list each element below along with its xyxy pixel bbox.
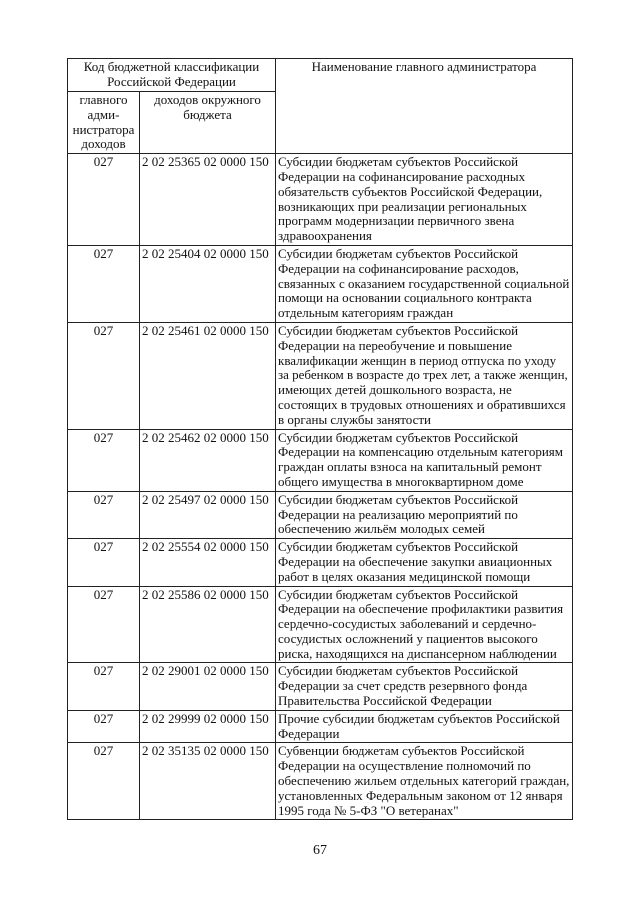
revenue-name-cell: Субсидии бюджетам субъектов Российской Федерации на переобучение и повышение квалификации женщин в период отпуска по уходу за ребенком в возрасте до трех лет, а также женщин, имеющих детей дошкольного возраста, не состоящих в трудовых отношениях и обратившихся в органы службы занятости: [276, 322, 573, 429]
admin-code-cell: 027: [68, 429, 140, 491]
table-row: [68, 491, 573, 538]
revenue-name-cell: Субвенции бюджетам субъектов Российской Федерации на осуществление полномочий по обеспечению жильем отдельных категорий граждан, установленных Федеральным законом от 12 января 1995 года № 5-ФЗ "О ветеранах": [276, 743, 573, 820]
header-budget-classification-code: Код бюджетной классификации Российской Федерации: [68, 59, 276, 92]
table-row: [68, 586, 573, 663]
admin-code-cell: 027: [68, 322, 140, 429]
table-row: [68, 743, 573, 820]
revenue-code-cell: 2 02 25462 02 0000 150: [140, 429, 276, 491]
revenue-name-cell: Субсидии бюджетам субъектов Российской Федерации на компенсацию отдельным категориям граждан оплаты взноса на капитальный ремонт общего имущества в многоквартирном доме: [276, 429, 573, 491]
revenue-code-cell: 2 02 25554 02 0000 150: [140, 539, 276, 586]
revenue-code-cell: 2 02 25404 02 0000 150: [140, 245, 276, 322]
table-row: [68, 322, 573, 429]
page-number: 67: [313, 843, 327, 858]
revenue-code-cell: 2 02 25461 02 0000 150: [140, 322, 276, 429]
revenue-name-cell: Прочие субсидии бюджетам субъектов Российской Федерации: [276, 710, 573, 743]
admin-code-cell: 027: [68, 743, 140, 820]
revenue-code-cell: 2 02 25497 02 0000 150: [140, 491, 276, 538]
admin-code-cell: 027: [68, 710, 140, 743]
revenue-name-cell: Субсидии бюджетам субъектов Российской Федерации на софинансирование расходных обязательств субъектов Российской Федерации, возникающих при реализации региональных программ модернизации первичного звена здравоохранения: [276, 154, 573, 246]
table-row: [68, 429, 573, 491]
admin-code-cell: 027: [68, 663, 140, 710]
revenue-code-cell: 2 02 35135 02 0000 150: [140, 743, 276, 820]
admin-code-cell: 027: [68, 491, 140, 538]
header-main-administrator: главного адми-нистратора доходов: [68, 92, 140, 154]
revenue-name-cell: Субсидии бюджетам субъектов Российской Федерации за счет средств резервного фонда Правительства Российской Федерации: [276, 663, 573, 710]
budget-classification-table: [67, 58, 573, 820]
table-row: [68, 710, 573, 743]
revenue-name-cell: Субсидии бюджетам субъектов Российской Федерации на обеспечение профилактики развития сердечно-сосудистых заболеваний и сердечно-сосудистых осложнений у пациентов высокого риска, находящихся на диспансерном наблюдении: [276, 586, 573, 663]
table-row: [68, 663, 573, 710]
header-row-group: [68, 59, 573, 92]
header-administrator-name: Наименование главного администратора: [276, 59, 573, 154]
revenue-code-cell: 2 02 29001 02 0000 150: [140, 663, 276, 710]
revenue-code-cell: 2 02 29999 02 0000 150: [140, 710, 276, 743]
revenue-code-cell: 2 02 25586 02 0000 150: [140, 586, 276, 663]
admin-code-cell: 027: [68, 586, 140, 663]
table-row: [68, 245, 573, 322]
revenue-name-cell: Субсидии бюджетам субъектов Российской Федерации на софинансирование расходов, связанных с оказанием государственной социальной помощи на основании социального контракта отдельным категориям граждан: [276, 245, 573, 322]
admin-code-cell: 027: [68, 245, 140, 322]
table-row: [68, 539, 573, 586]
admin-code-cell: 027: [68, 154, 140, 246]
table-body: [68, 154, 573, 820]
header-district-budget-revenue: доходов окружного бюджета: [140, 92, 276, 154]
revenue-code-cell: 2 02 25365 02 0000 150: [140, 154, 276, 246]
revenue-name-cell: Субсидии бюджетам субъектов Российской Федерации на обеспечение закупки авиационных работ в целях оказания медицинской помощи: [276, 539, 573, 586]
admin-code-cell: 027: [68, 539, 140, 586]
table-row: [68, 154, 573, 246]
revenue-name-cell: Субсидии бюджетам субъектов Российской Федерации на реализацию мероприятий по обеспечению жильём молодых семей: [276, 491, 573, 538]
